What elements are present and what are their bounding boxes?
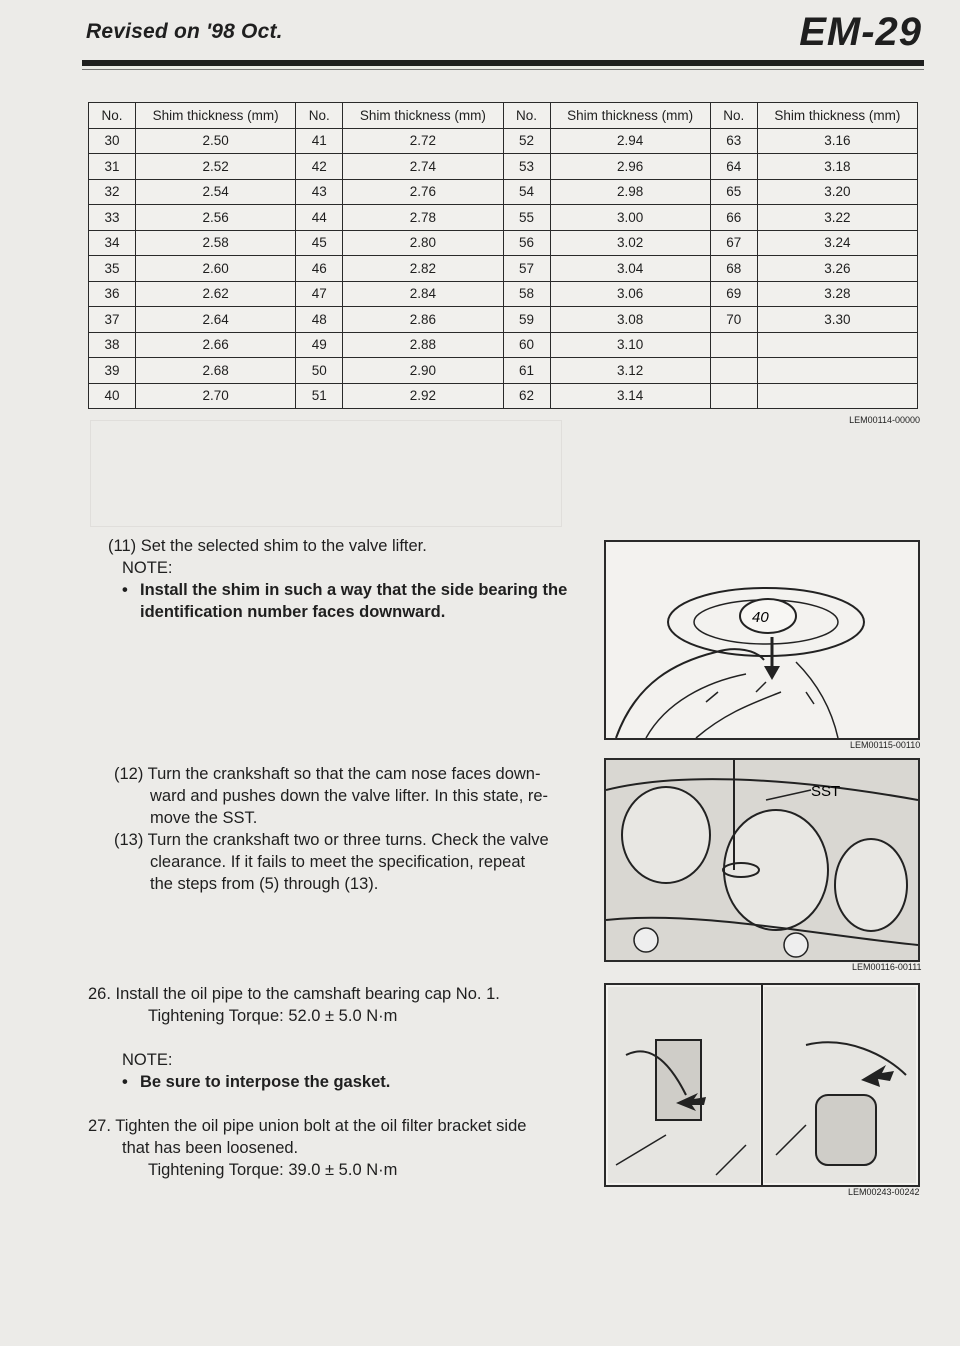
step-26-note: NOTE: bbox=[122, 1051, 173, 1069]
header-rule bbox=[82, 60, 924, 66]
shim-number-cell: 69 bbox=[710, 281, 757, 307]
step-12-line2: ward and pushes down the valve lifter. In this state, re- bbox=[150, 787, 549, 805]
step-26-bullet: Be sure to interpose the gasket. bbox=[140, 1073, 391, 1091]
shim-thickness-cell: 2.76 bbox=[343, 179, 503, 205]
table-row bbox=[89, 256, 918, 282]
shim-thickness-cell: 2.94 bbox=[550, 128, 710, 154]
shim-number-cell: 62 bbox=[503, 383, 550, 409]
header-cell: Shim thickness (mm) bbox=[757, 103, 917, 129]
shim-number-cell: 38 bbox=[89, 332, 136, 358]
shim-number-cell: 39 bbox=[89, 358, 136, 384]
shim-number-cell bbox=[710, 358, 757, 384]
step-27-torque: Tightening Torque: 39.0 ± 5.0 N·m bbox=[148, 1161, 398, 1179]
shim-number-cell: 34 bbox=[89, 230, 136, 256]
shim-thickness-cell: 3.24 bbox=[757, 230, 917, 256]
shim-number-cell: 42 bbox=[296, 154, 343, 180]
step-12-line3: move the SST. bbox=[150, 809, 258, 827]
table-row bbox=[89, 358, 918, 384]
shim-number-cell: 57 bbox=[503, 256, 550, 282]
step-26-torque: Tightening Torque: 52.0 ± 5.0 N·m bbox=[148, 1007, 398, 1025]
shim-thickness-cell: 2.52 bbox=[136, 154, 296, 180]
shim-thickness-cell: 3.22 bbox=[757, 205, 917, 231]
shim-thickness-cell: 2.72 bbox=[343, 128, 503, 154]
shim-number-cell: 35 bbox=[89, 256, 136, 282]
shim-thickness-cell: 3.08 bbox=[550, 307, 710, 333]
table-row bbox=[89, 281, 918, 307]
shim-number-cell: 70 bbox=[710, 307, 757, 333]
step-27-line2: that has been loosened. bbox=[122, 1139, 299, 1157]
shim-thickness-cell: 3.12 bbox=[550, 358, 710, 384]
shim-number-cell: 52 bbox=[503, 128, 550, 154]
shim-thickness-cell: 3.30 bbox=[757, 307, 917, 333]
shim-thickness-cell: 2.90 bbox=[343, 358, 503, 384]
figure-1-code: LEM00115-00110 bbox=[850, 740, 921, 750]
shim-thickness-cell: 2.66 bbox=[136, 332, 296, 358]
shim-number-cell: 49 bbox=[296, 332, 343, 358]
shim-number-cell: 67 bbox=[710, 230, 757, 256]
bullet-icon: • bbox=[122, 1073, 128, 1091]
shim-thickness-cell: 2.96 bbox=[550, 154, 710, 180]
shim-thickness-cell: 2.54 bbox=[136, 179, 296, 205]
table-row bbox=[89, 307, 918, 333]
shim-number-cell: 30 bbox=[89, 128, 136, 154]
shim-thickness-cell: 3.04 bbox=[550, 256, 710, 282]
header-cell: Shim thickness (mm) bbox=[550, 103, 710, 129]
step-11-bullet: Install the shim in such a way that the side bearing the bbox=[140, 581, 568, 599]
shim-number-cell: 55 bbox=[503, 205, 550, 231]
shim-number-label: 40 bbox=[752, 609, 769, 626]
shim-number-cell: 60 bbox=[503, 332, 550, 358]
header-cell: Shim thickness (mm) bbox=[343, 103, 503, 129]
shim-thickness-cell: 3.20 bbox=[757, 179, 917, 205]
shim-thickness-cell: 2.82 bbox=[343, 256, 503, 282]
figure-shim-install bbox=[604, 540, 920, 740]
figure-3-code: LEM00243-00242 bbox=[848, 1187, 920, 1197]
shim-thickness-cell: 3.28 bbox=[757, 281, 917, 307]
shim-thickness-cell bbox=[757, 332, 917, 358]
table-header-row bbox=[89, 103, 918, 129]
shim-number-cell: 43 bbox=[296, 179, 343, 205]
shim-number-cell: 37 bbox=[89, 307, 136, 333]
shim-number-cell bbox=[710, 383, 757, 409]
shim-number-cell: 32 bbox=[89, 179, 136, 205]
shim-thickness-cell: 2.50 bbox=[136, 128, 296, 154]
step-27-line1: 27. Tighten the oil pipe union bolt at the oil filter bracket side bbox=[88, 1117, 527, 1135]
step-13-line2: clearance. If it fails to meet the specification, repeat bbox=[150, 853, 526, 871]
header-cell: No. bbox=[89, 103, 136, 129]
page-number: EM-29 bbox=[799, 10, 922, 54]
table-row bbox=[89, 179, 918, 205]
shim-thickness-cell: 2.56 bbox=[136, 205, 296, 231]
shim-number-cell: 46 bbox=[296, 256, 343, 282]
header-cell: No. bbox=[503, 103, 550, 129]
step-12-line1: (12) Turn the crankshaft so that the cam nose faces down- bbox=[114, 765, 541, 783]
bullet-icon: • bbox=[122, 581, 128, 599]
shim-number-cell: 48 bbox=[296, 307, 343, 333]
revision-label: Revised on '98 Oct. bbox=[86, 20, 283, 43]
shim-number-cell: 54 bbox=[503, 179, 550, 205]
shim-thickness-cell: 2.84 bbox=[343, 281, 503, 307]
shim-number-cell: 51 bbox=[296, 383, 343, 409]
shim-thickness-cell: 3.16 bbox=[757, 128, 917, 154]
step-11-bullet-cont: identification number faces downward. bbox=[140, 603, 446, 621]
table-row bbox=[89, 383, 918, 409]
shim-thickness-cell: 2.68 bbox=[136, 358, 296, 384]
shim-thickness-cell: 2.78 bbox=[343, 205, 503, 231]
shim-thickness-cell: 2.92 bbox=[343, 383, 503, 409]
shim-number-cell: 31 bbox=[89, 154, 136, 180]
table-row bbox=[89, 332, 918, 358]
camshaft-sst-illustration bbox=[606, 760, 918, 960]
shim-number-cell: 58 bbox=[503, 281, 550, 307]
step-13-line3: the steps from (5) through (13). bbox=[150, 875, 379, 893]
shim-thickness-cell: 2.58 bbox=[136, 230, 296, 256]
shim-number-cell: 53 bbox=[503, 154, 550, 180]
figure-2-code: LEM00116-00111 bbox=[852, 962, 922, 972]
table-row bbox=[89, 230, 918, 256]
shim-number-cell: 56 bbox=[503, 230, 550, 256]
shim-thickness-cell: 2.86 bbox=[343, 307, 503, 333]
shim-number-cell: 47 bbox=[296, 281, 343, 307]
shim-number-cell: 68 bbox=[710, 256, 757, 282]
oil-pipe-illustration bbox=[606, 985, 918, 1185]
shim-hand-illustration bbox=[606, 542, 918, 738]
shim-thickness-cell: 2.74 bbox=[343, 154, 503, 180]
shim-number-cell: 44 bbox=[296, 205, 343, 231]
table-row bbox=[89, 205, 918, 231]
shim-number-cell bbox=[710, 332, 757, 358]
table-row bbox=[89, 154, 918, 180]
shim-thickness-cell: 3.18 bbox=[757, 154, 917, 180]
table-row bbox=[89, 128, 918, 154]
step-11-note: NOTE: bbox=[122, 559, 173, 577]
header-rule-thin bbox=[82, 69, 924, 70]
shim-thickness-cell: 2.88 bbox=[343, 332, 503, 358]
shim-number-cell: 59 bbox=[503, 307, 550, 333]
figure-oil-pipe bbox=[604, 983, 920, 1187]
shim-number-cell: 50 bbox=[296, 358, 343, 384]
shim-thickness-table bbox=[88, 102, 918, 409]
shim-number-cell: 36 bbox=[89, 281, 136, 307]
shim-number-cell: 61 bbox=[503, 358, 550, 384]
step-11-text: (11) Set the selected shim to the valve lifter. bbox=[108, 537, 427, 555]
shim-thickness-cell: 3.26 bbox=[757, 256, 917, 282]
shim-thickness-cell: 2.62 bbox=[136, 281, 296, 307]
table-code: LEM00114-00000 bbox=[849, 415, 920, 425]
shim-number-cell: 33 bbox=[89, 205, 136, 231]
shim-thickness-cell: 3.06 bbox=[550, 281, 710, 307]
shim-thickness-cell: 2.60 bbox=[136, 256, 296, 282]
shim-thickness-cell: 3.00 bbox=[550, 205, 710, 231]
shim-number-cell: 66 bbox=[710, 205, 757, 231]
shim-thickness-cell: 3.10 bbox=[550, 332, 710, 358]
shim-number-cell: 65 bbox=[710, 179, 757, 205]
shim-thickness-cell: 2.98 bbox=[550, 179, 710, 205]
sst-label: SST bbox=[811, 783, 841, 800]
shim-number-cell: 40 bbox=[89, 383, 136, 409]
header-cell: Shim thickness (mm) bbox=[136, 103, 296, 129]
shim-thickness-cell: 2.80 bbox=[343, 230, 503, 256]
bleed-through-ghost bbox=[90, 420, 562, 527]
shim-thickness-cell: 2.70 bbox=[136, 383, 296, 409]
shim-number-cell: 45 bbox=[296, 230, 343, 256]
shim-thickness-cell: 3.02 bbox=[550, 230, 710, 256]
shim-number-cell: 64 bbox=[710, 154, 757, 180]
header-cell: No. bbox=[710, 103, 757, 129]
shim-thickness-cell: 2.64 bbox=[136, 307, 296, 333]
shim-thickness-cell bbox=[757, 383, 917, 409]
step-13-line1: (13) Turn the crankshaft two or three turns. Check the valve bbox=[114, 831, 549, 849]
header-cell: No. bbox=[296, 103, 343, 129]
figure-sst-camshaft bbox=[604, 758, 920, 962]
shim-number-cell: 63 bbox=[710, 128, 757, 154]
shim-thickness-cell: 3.14 bbox=[550, 383, 710, 409]
shim-number-cell: 41 bbox=[296, 128, 343, 154]
step-26-text: 26. Install the oil pipe to the camshaft bearing cap No. 1. bbox=[88, 985, 500, 1003]
shim-thickness-cell bbox=[757, 358, 917, 384]
